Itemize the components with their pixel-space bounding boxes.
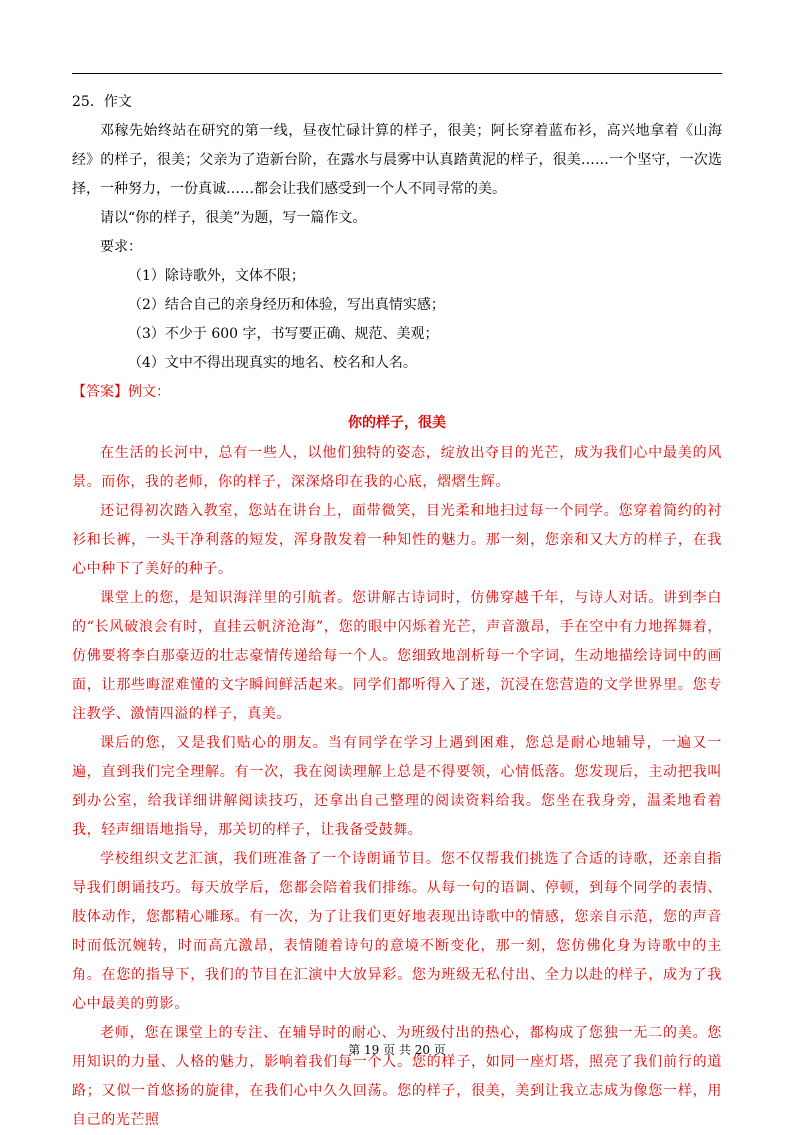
essay-paragraph: 还记得初次踏入教室，您站在讲台上，面带微笑，目光柔和地扫过每一个同学。您穿着简约的衬衫和长裤，一头干净利落的短发，浑身散发着一种知性的魅力。那一刻，您亲和又大方的样子，在我心中种下了美好的种子。 xyxy=(72,503,722,577)
requirements-label: 要求： xyxy=(100,239,142,255)
page-content xyxy=(72,88,722,1135)
answer-heading xyxy=(72,378,722,407)
answer-label-suffix: 例文： xyxy=(128,384,170,400)
essay-title: 你的样子，很美 xyxy=(348,415,446,431)
essay-paragraph: 课后的您，又是我们贴心的朋友。当有同学在学习上遇到困难，您总是耐心地辅导，一遍又一遍，直到我们完全理解。有一次，我在阅读理解上总是不得要领，心情低落。您发现后，主动把我叫到办公室，给我详细讲解阅读技巧，还拿出自己整理的阅读资料给我。您坐在我身旁，温柔地看着我，轻声细语地指导，那关切的样子，让我备受鼓舞。 xyxy=(72,735,722,838)
header-rule xyxy=(72,73,722,74)
page-footer: 第 19 页 共 20 页 xyxy=(348,1043,446,1057)
requirement-item: （3）不少于 600 字，书写要正确、规范、美观； xyxy=(128,326,439,342)
requirement-item: （1）除诗歌外，文体不限； xyxy=(128,268,305,284)
answer-label: 【答案】 xyxy=(72,384,128,400)
requirement-item: （2）结合自己的亲身经历和体验，写出真情实感； xyxy=(128,297,445,313)
question-number-title: 25．作文 xyxy=(72,94,132,110)
essay-paragraph: 老师，您在课堂上的专注、在辅导时的耐心、为班级付出的热心，都构成了您独一无二的美。您用知识的力量、人格的魅力，影响着我们每一个人。您的样子，如同一座灯塔，照亮了我们前行的道路；又似一首悠扬的旋律，在我们心中久久回荡。您的样子，很美，美到让我立志成为像您一样，用自己的光芒照 xyxy=(72,1025,722,1128)
question-prompt: 邓稼先始终站在研究的第一线，昼夜忙碌计算的样子，很美；阿长穿着蓝布衫，高兴地拿着《山海经》的样子，很美；父亲为了造新台阶，在露水与晨雾中认真踏黄泥的样子，很美……一个坚守，一次选择，一种努力，一份真诚……都会让我们感受到一个人不同寻常的美。 xyxy=(72,123,722,197)
essay-paragraph: 课堂上的您，是知识海洋里的引航者。您讲解古诗词时，仿佛穿越千年，与诗人对话。讲到李白的“长风破浪会有时，直挂云帆济沧海”，您的眼中闪烁着光芒，声音激昂，手在空中有力地挥舞着，仿佛要将李白那豪迈的壮志豪情传递给每一个人。您细致地剖析每一个字词，生动地描绘诗词中的画面，让那些晦涩难懂的文字瞬间鲜活起来。同学们都听得入了迷，沉浸在您营造的文学世界里。您专注教学、激情四溢的样子，真美。 xyxy=(72,590,722,722)
question-instruction: 请以“你的样子，很美”为题，写一篇作文。 xyxy=(100,210,367,226)
essay-paragraph: 学校组织文艺汇演，我们班准备了一个诗朗诵节目。您不仅帮我们挑选了合适的诗歌，还亲自指导我们朗诵技巧。每天放学后，您都会陪着我们排练。从每一句的语调、停顿，到每个同学的表情、肢体动作，您都精心雕琢。有一次，为了让我们更好地表现出诗歌中的情感，您亲自示范，您的声音时而低沉婉转，时而高亢激昂，表情随着诗句的意境不断变化，那一刻，您仿佛化身为诗歌中的主角。在您的指导下，我们的节目在汇演中大放异彩。您为班级无私付出、全力以赴的样子，成为了我心中最美的剪影。 xyxy=(72,851,722,1012)
requirement-item: （4）文中不得出现真实的地名、校名和人名。 xyxy=(128,355,417,371)
essay-paragraph: 在生活的长河中，总有一些人，以他们独特的姿态，绽放出夺目的光芒，成为我们心中最美的风景。而你，我的老师，你的样子，深深烙印在我的心底，熠熠生辉。 xyxy=(72,445,722,490)
